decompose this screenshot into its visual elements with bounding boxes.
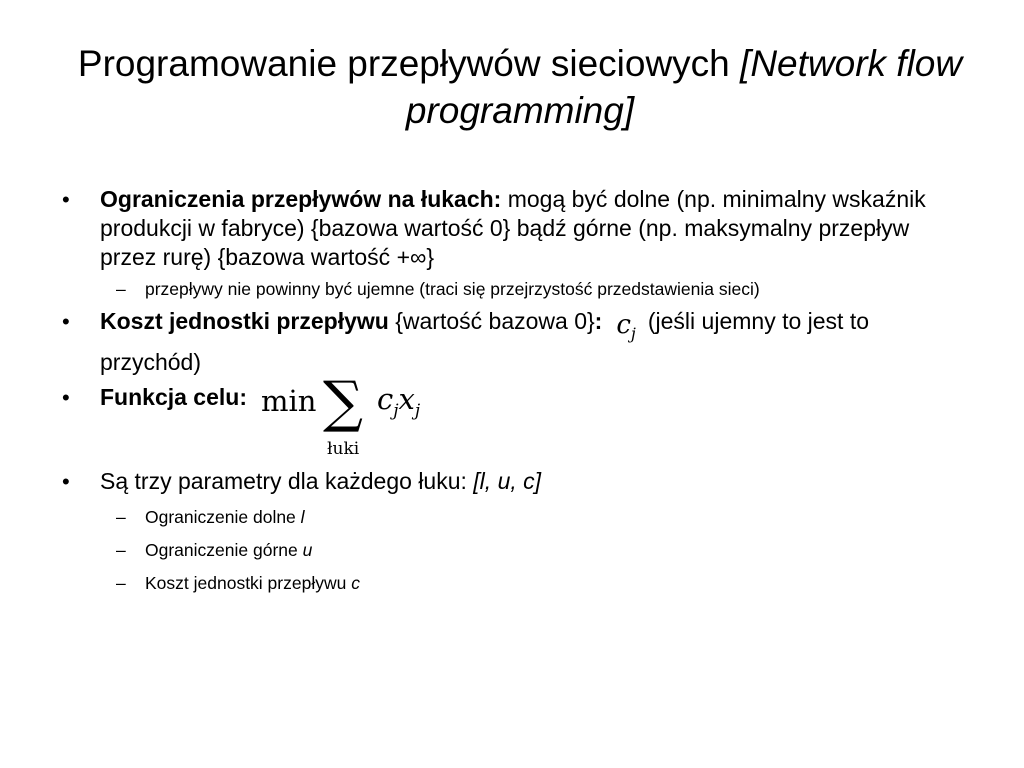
param-upper-text: Ograniczenie górne xyxy=(145,540,303,560)
unit-cost-label: Koszt jednostki przepływu xyxy=(100,308,389,334)
bullet-marker: • xyxy=(62,469,70,494)
formula-c: c xyxy=(376,382,394,416)
bullet-flow-limits xyxy=(62,185,962,272)
dash-marker: – xyxy=(116,279,126,299)
dash-marker: – xyxy=(116,573,126,593)
flow-limits-label: Ograniczenia przepływów na łukach: xyxy=(100,186,502,212)
bullet-unit-cost xyxy=(62,307,962,377)
cost-symbol-c: c xyxy=(616,310,631,340)
title-english: [Network flow programming] xyxy=(405,43,963,131)
unit-cost-colon: : xyxy=(594,308,603,334)
bullet-list xyxy=(62,185,962,595)
bullet-marker: • xyxy=(62,187,70,212)
objective-label: Funkcja celu: xyxy=(100,384,247,410)
dash-marker: – xyxy=(116,540,126,560)
formula-j2: j xyxy=(414,401,421,421)
sub-bullet-nonnegative xyxy=(62,277,962,301)
param-cost-symbol: c xyxy=(351,573,360,593)
sub-bullet-upper xyxy=(62,538,962,562)
bullet-marker: • xyxy=(62,309,70,334)
params-text: Są trzy parametry dla każdego łuku: xyxy=(100,468,474,494)
cost-symbol-j: j xyxy=(630,324,636,343)
param-lower-text: Ograniczenie dolne xyxy=(145,507,301,527)
unit-cost-text-after: (jeśli ujemny to jest to przychód) xyxy=(100,308,870,375)
param-cost-text: Koszt jednostki przepływu xyxy=(145,573,352,593)
formula-min: min xyxy=(260,384,317,418)
sub-bullet-lower xyxy=(62,505,962,529)
param-upper-symbol: u xyxy=(302,540,313,560)
bullet-params xyxy=(62,467,962,496)
formula-sum-index: łuki xyxy=(326,439,360,459)
dash-marker: – xyxy=(116,507,126,527)
formula-x: x xyxy=(398,382,415,416)
flow-limits-sub-text: przepływy nie powinny być ujemne (traci się przejrzystość przedstawienia sieci) xyxy=(145,279,760,299)
bullet-marker: • xyxy=(62,385,70,410)
formula-j1: j xyxy=(393,401,399,421)
sub-bullet-cost xyxy=(62,571,962,595)
params-italic: [l, u, c] xyxy=(473,468,542,494)
formula-term xyxy=(376,382,421,426)
formula-sigma: ∑ xyxy=(322,370,363,435)
bullet-objective xyxy=(62,370,962,465)
unit-cost-text: {wartość bazowa 0} xyxy=(388,308,595,334)
cost-symbol-cj xyxy=(616,311,636,348)
title-main: Programowanie przepływów sieciowych xyxy=(77,43,730,84)
flow-limits-text: mogą być dolne (np. minimalny wskaźnik produkcji w fabryce) {bazowa wartość 0} bądź górne (np. maksymalny przepływ przez rurę) {bazowa wartość +∞} xyxy=(100,186,926,270)
param-lower-symbol: l xyxy=(300,507,305,527)
objective-formula xyxy=(260,370,461,459)
slide-title xyxy=(60,40,980,134)
